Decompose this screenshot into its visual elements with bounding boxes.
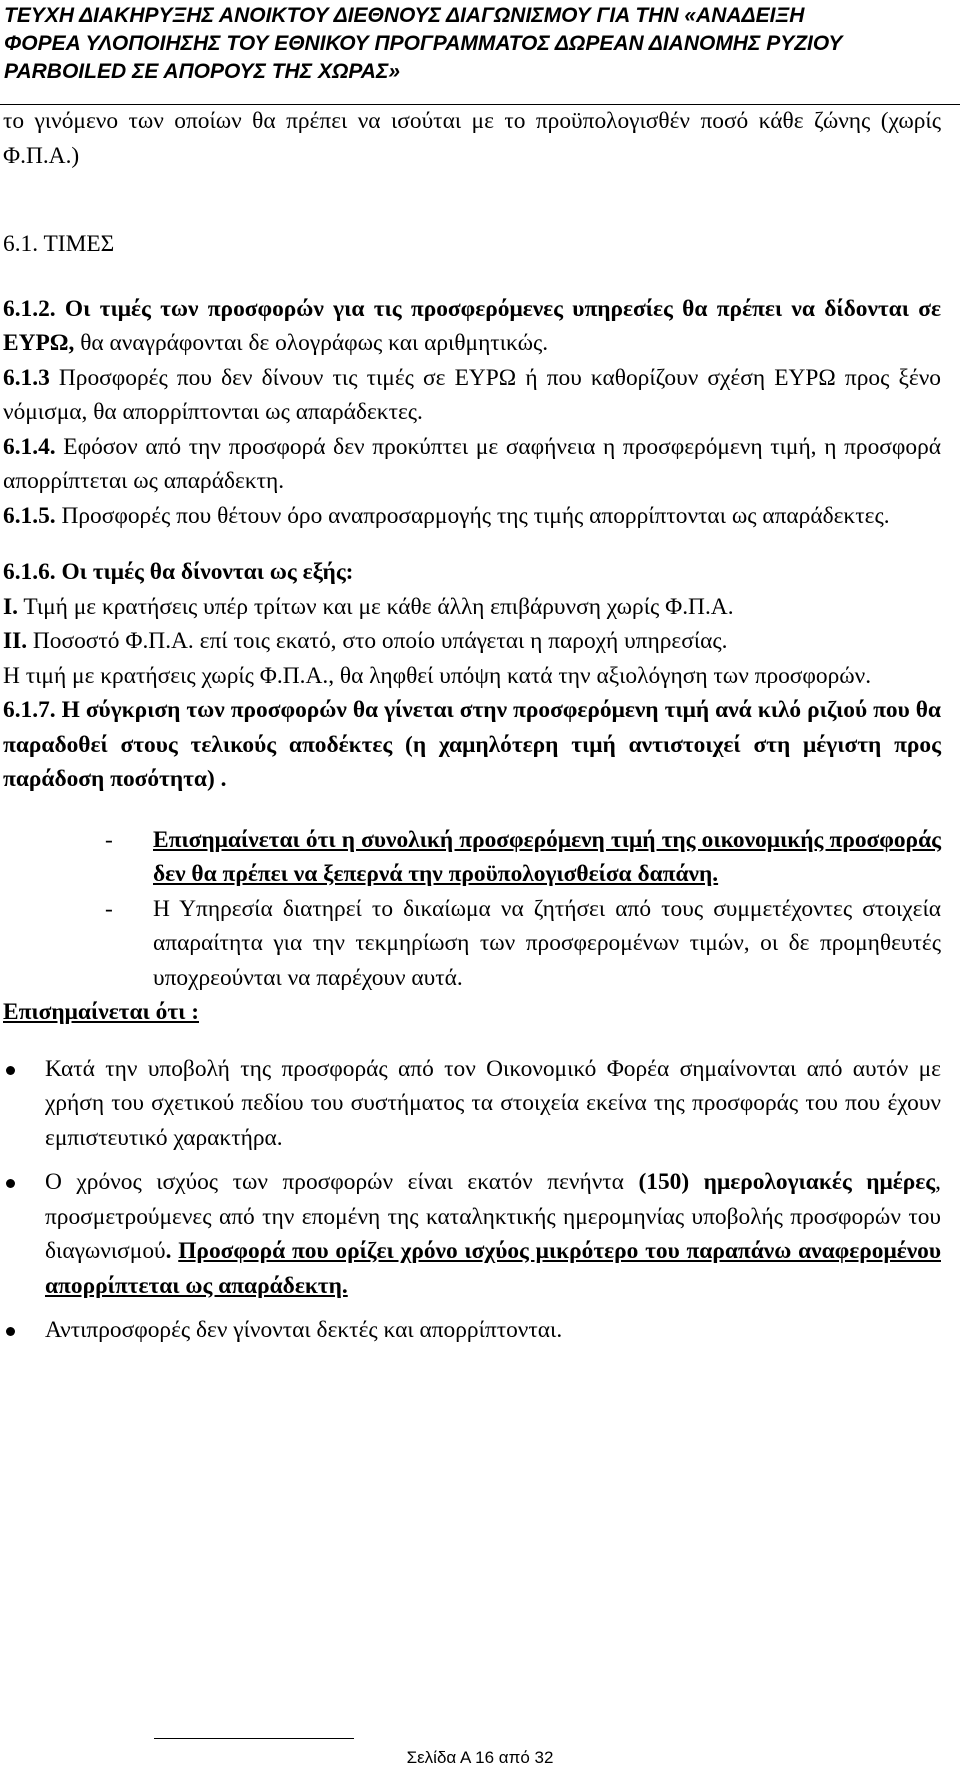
header-line-2: ΦΟΡΕΑ ΥΛΟΠΟΙΗΣΗΣ ΤΟΥ ΕΘΝΙΚΟΥ ΠΡΟΓΡΑΜΜΑΤΟΣ ΔΩΡΕΑΝ ΔΙΑΝΟΜΗΣ ΡΥΖΙΟΥ (4, 32, 843, 55)
clause-number: 6.1.4. (3, 433, 56, 460)
section-title: 6.1. ΤΙΜΕΣ (3, 231, 115, 257)
bullet-icon (6, 1066, 15, 1075)
dash-item-justification: - Η Υπηρεσία διατηρεί το δικαίωμα να ζητήσει από τους συμμετέχοντες στοιχεία απαραίτητα για την τεκμηρίωση των προσφερομένων τιμών, οι δε προμηθευτές υποχρεούνται να παρέχουν αυτά. (105, 895, 941, 991)
clause-number: 6.1.3 (3, 364, 50, 391)
price-evaluation-note: Η τιμή με κρατήσεις χωρίς Φ.Π.Α., θα ληφθεί υπόψη κατά την αξιολόγηση των προσφορών. (3, 662, 872, 689)
bullet-icon (6, 1179, 15, 1188)
bullet-validity: Ο χρόνος ισχύος των προσφορών είναι εκατόν πενήντα (150) ημερολογιακές ημέρες, προσμετρούμενες από την επομένη της καταληκτικής ημερομηνίας υποβολής προσφορών του διαγωνισμού. Προσφορά που ορίζει χρόνο ισχύος μικρότερο του παραπάνω αναφερομένου απορρίπτεται ως απαράδεκτη. (3, 1165, 941, 1303)
bullet-counteroffers: Αντιπροσφορές δεν γίνονται δεκτές και απορρίπτονται. (3, 1313, 941, 1348)
document-header (4, 2, 944, 86)
paragraph-6-1-2: 6.1.2. Οι τιμές των προσφορών για τις προσφερόμενες υπηρεσίες θα πρέπει να δίδονται σε ΕΥΡΩ, θα αναγράφονται δε ολογράφως και αριθμητικώς. (3, 295, 941, 356)
price-item-i: Ι. Τιμή με κρατήσεις υπέρ τρίτων και με κάθε άλλη επιβάρυνση χωρίς Φ.Π.Α. (3, 593, 734, 620)
page-number: Σελίδα Α 16 από 32 (406, 1748, 554, 1767)
bullet-confidential: Κατά την υποβολή της προσφοράς από τον Οικονομικό Φορέα σημαίνονται από αυτόν με χρήση του σχετικού πεδίου του συστήματος τα στοιχεία εκείνα της προσφοράς του που έχουν εμπιστευτικό χαρακτήρα. (3, 1052, 941, 1156)
header-line-1: ΤΕΥΧΗ ΔΙΑΚΗΡΥΞΗΣ ΑΝΟΙΚΤΟΥ ΔΙΕΘΝΟΥΣ ΔΙΑΓΩΝΙΣΜΟΥ ΓΙΑ ΤΗΝ «ΑΝΑΔΕΙΞΗ (4, 4, 805, 27)
paragraph-6-1-7: 6.1.7. Η σύγκριση των προσφορών θα γίνεται στην προσφερόμενη τιμή ανά κιλό ριζιού που θα παραδοθεί στους τελικούς αποδέκτες (η χαμηλότερη τιμή αντιστοιχεί στη μέγιστη προς παράδοση ποσότητα) . (3, 697, 941, 792)
paragraph-6-1-4: 6.1.4. Εφόσον από την προσφορά δεν προκύπτει με σαφήνεια η προσφερόμενη τιμή, η προσφορά απορρίπτεται ως απαράδεκτη. (3, 433, 941, 494)
clause-number: 6.1.2. (3, 295, 56, 322)
price-item-ii: ΙΙ. Ποσοστό Φ.Π.Α. επί τοις εκατό, στο οποίο υπάγεται η παροχή υπηρεσίας. (3, 628, 728, 654)
intro-paragraph: το γινόμενο των οποίων θα πρέπει να ισούται με το προϋπολογισθέν ποσό κάθε ζώνης (χωρίς Φ.Π.Α.) (3, 108, 941, 169)
clause-number: 6.1.5. (3, 502, 56, 529)
document-body (3, 104, 941, 1358)
paragraph-6-1-5: 6.1.5. Προσφορές που θέτουν όρο αναπροσαρμογής της τιμής απορρίπτονται ως απαράδεκτες. (3, 502, 890, 529)
paragraph-6-1-6-title: 6.1.6. Οι τιμές θα δίνονται ως εξής: (3, 559, 354, 585)
footer-divider (154, 1738, 354, 1739)
paragraph-6-1-3: 6.1.3 Προσφορές που δεν δίνουν τις τιμές σε ΕΥΡΩ ή που καθορίζουν σχέση ΕΥΡΩ προς ξένο νόμισμα, θα απορρίπτονται ως απαράδεκτες. (3, 364, 941, 425)
header-line-3: PARBOILED ΣΕ ΑΠΟΡΟΥΣ ΤΗΣ ΧΩΡΑΣ» (4, 60, 401, 83)
clause-number: 6.1.7. (3, 697, 56, 723)
bullet-icon (6, 1327, 15, 1336)
note-title: Επισημαίνεται ότι : (3, 999, 199, 1025)
dash-item-budget: - Επισημαίνεται ότι η συνολική προσφερόμενη τιμή της οικονομικής προσφοράς δεν θα πρέπει να ξεπερνά την προϋπολογισθείσα δαπάνη. (105, 826, 941, 887)
